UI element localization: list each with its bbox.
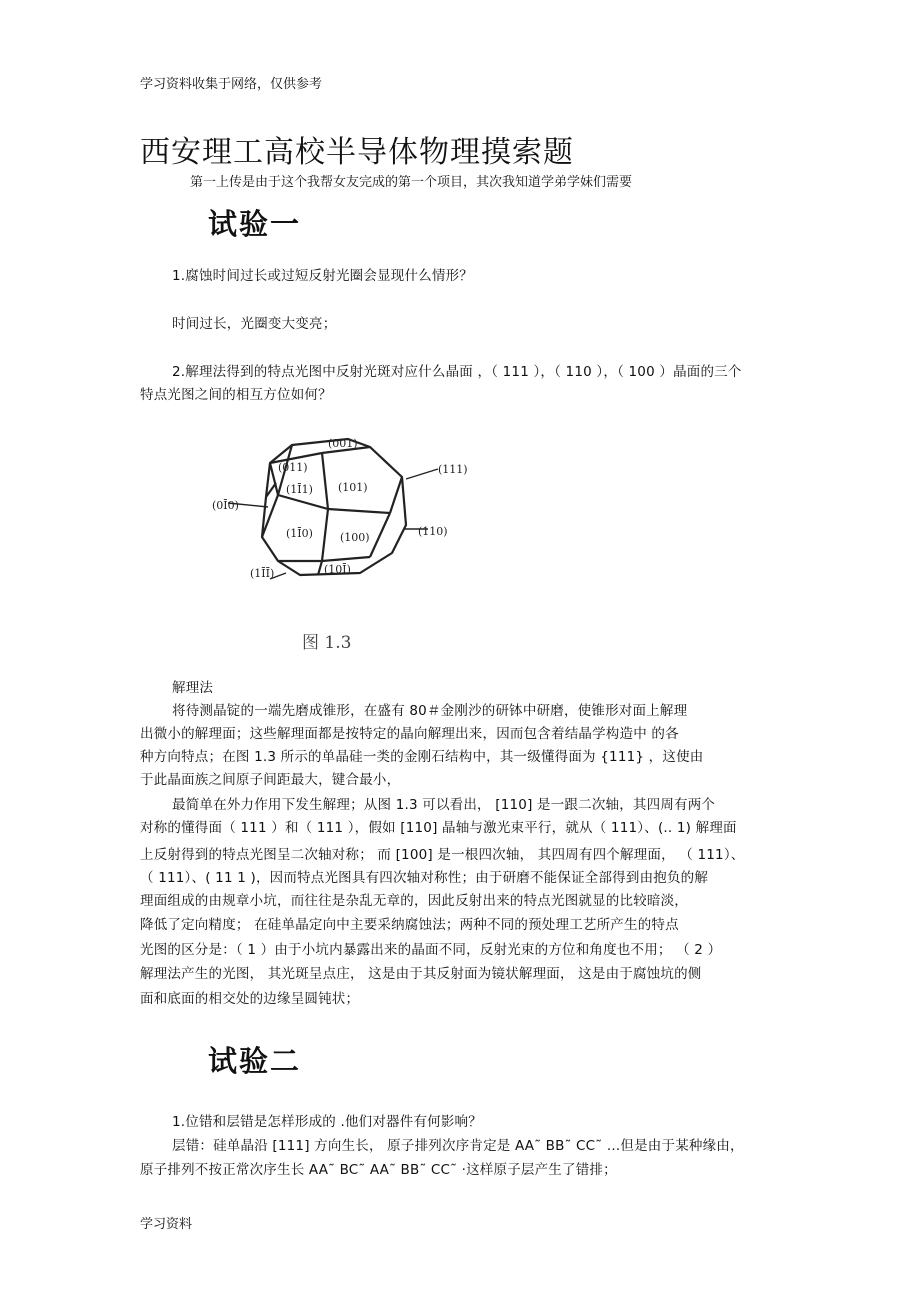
paragraph-line: 理面组成的由规章小坑，而往往是杂乱无章的，因此反射出来的特点光图就显的比较暗淡， bbox=[140, 893, 688, 909]
label-111: (111) bbox=[438, 463, 468, 476]
figure-caption: 图 1.3 bbox=[302, 633, 352, 653]
paragraph-line: 面和底面的相交处的边缘呈圆钝状； bbox=[140, 991, 360, 1007]
paragraph-line: 于此晶面族之间原子间距最大，键合最小， bbox=[140, 772, 401, 788]
paragraph-line: 降低了定向精度； 在硅单晶定向中主要采纳腐蚀法；两种不同的预处理工艺所产生的特点 bbox=[140, 917, 679, 933]
method-title: 解理法 bbox=[172, 680, 214, 696]
paragraph-line: 光图的区分是：（ 1 ）由于小坑内暴露出来的晶面不同，反射光束的方位和角度也不用； （ 2 ） bbox=[140, 942, 722, 958]
paragraph-line: 最简单在外力作用下发生解理；从图 1.3 可以看出， [110] 是一跟二次轴，其四周有两个 bbox=[172, 797, 716, 813]
section-heading-2: 试验二 bbox=[208, 1044, 302, 1078]
label-1b11b: (1Ī1) bbox=[286, 483, 313, 496]
answer-2-1-line-1: 层错：硅单晶沿 [111] 方向生长， 原子排列次序肯定是 AA˜ BB˜ CC˜ …但是由于某种缘由， bbox=[172, 1138, 744, 1154]
label-01b0: (0Ī0) bbox=[212, 499, 239, 512]
footer-note: 学习资料 bbox=[140, 1217, 193, 1232]
paragraph-line: 解理法产生的光图， 其光斑呈点庄， 这是由于其反射面为镜状解理面， 这是由于腐蚀坑的侧 bbox=[140, 966, 702, 982]
paragraph-line: 对称的懂得面（ 111 ）和（ 111 ），假如 [110] 晶轴与激光束平行，就从（ 111）、(.. 1) 解理面 bbox=[140, 820, 737, 836]
paragraph-line: 种方向特点；在图 1.3 所示的单晶硅一类的金刚石结构中，其一级懂得面为 {111} ，这使由 bbox=[140, 749, 704, 765]
label-11b0: (1Ī0) bbox=[286, 527, 313, 540]
label-110: (110) bbox=[418, 525, 448, 538]
section-heading-1: 试验一 bbox=[208, 207, 302, 241]
paragraph-line: 将待测晶锭的一端先磨成锥形，在盛有 80＃金刚沙的研钵中研磨，使锥形对面上解理 bbox=[172, 703, 688, 719]
paragraph-line: 上反射得到的特点光图呈二次轴对称； 而 [100] 是一根四次轴， 其四周有四个解理面， （ 111）、 bbox=[140, 847, 745, 863]
page-title: 西安理工高校半导体物理摸索题 bbox=[140, 135, 574, 170]
paragraph-line: 出微小的解理面；这些解理面都是按特定的晶向解理出来，因而包含着结晶学构造中 的各 bbox=[140, 726, 679, 742]
question-2-line-1: 2.解理法得到的特点光图中反射光斑对应什么晶面 ，（ 111 ），（ 110 ），（ 100 ）晶面的三个 bbox=[172, 364, 742, 380]
paragraph-line: （ 111）、( 11 1 )，因而特点光图具有四次轴对称性；由于研磨不能保证全部得到由抱负的解 bbox=[140, 870, 709, 886]
label-100: (100) bbox=[340, 531, 370, 544]
question-2-1: 1.位错和层错是怎样形成的 .他们对器件有何影响？ bbox=[172, 1114, 482, 1130]
question-2-line-2: 特点光图之间的相互方位如何？ bbox=[140, 387, 332, 403]
label-101: (101) bbox=[338, 481, 368, 494]
answer-2-1-line-2: 原子排列不按正常次序生长 AA˜ BC˜ AA˜ BB˜ CC˜ ·这样原子层产生了错排； bbox=[140, 1162, 617, 1178]
header-note: 学习资料收集于网络，仅供参考 bbox=[140, 77, 323, 92]
answer-1: 时间过长，光圈变大变亮； bbox=[172, 316, 337, 332]
label-101b: (10Ī) bbox=[324, 563, 351, 576]
label-1b1b1b: (1ĪĪ) bbox=[250, 567, 275, 580]
label-001: (001) bbox=[328, 437, 358, 450]
question-1: 1.腐蚀时间过长或过短反射光圈会显现什么情形？ bbox=[172, 268, 473, 284]
label-011: (011) bbox=[278, 461, 308, 474]
page-subtitle: 第一上传是由于这个我帮女友完成的第一个项目，其次我知道学弟学妹们需要 bbox=[190, 175, 633, 190]
